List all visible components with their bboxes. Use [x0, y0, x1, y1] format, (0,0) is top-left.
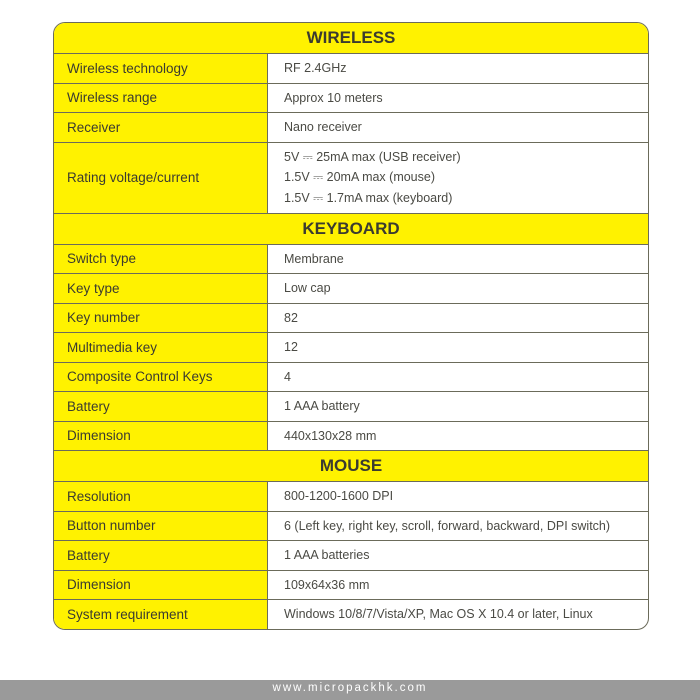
spec-row	[54, 571, 648, 601]
spec-label: Battery	[54, 541, 268, 570]
spec-row	[54, 482, 648, 512]
spec-row	[54, 541, 648, 571]
spec-label: Wireless technology	[54, 54, 268, 83]
spec-value	[268, 333, 648, 362]
spec-value	[268, 143, 648, 213]
spec-value-line: 82	[284, 310, 298, 325]
spec-row	[54, 392, 648, 422]
section-title-wireless: WIRELESS	[54, 23, 648, 54]
spec-value-line: Windows 10/8/7/Vista/XP, Mac OS X 10.4 or later, Linux	[284, 607, 593, 621]
spec-row	[54, 304, 648, 334]
spec-value-line: 4	[284, 369, 291, 384]
spec-label: Button number	[54, 512, 268, 541]
spec-value-line: 440x130x28 mm	[284, 428, 377, 443]
spec-row	[54, 600, 648, 629]
section-title-keyboard: KEYBOARD	[54, 214, 648, 245]
spec-value-line: Approx 10 meters	[284, 90, 383, 105]
spec-value	[268, 274, 648, 303]
spec-label: Wireless range	[54, 84, 268, 113]
spec-row	[54, 84, 648, 114]
spec-label: Key number	[54, 304, 268, 333]
spec-value	[268, 482, 648, 511]
spec-value	[268, 245, 648, 274]
spec-value-line: Low cap	[284, 281, 331, 295]
spec-value	[268, 84, 648, 113]
spec-value-line: 6 (Left key, right key, scroll, forward, backward, DPI switch)	[284, 518, 611, 533]
spec-value	[268, 54, 648, 83]
spec-row	[54, 143, 648, 214]
spec-label: Switch type	[54, 245, 268, 274]
footer-url: www.micropackhk.com	[0, 680, 700, 700]
spec-value-line: 12	[284, 340, 298, 354]
spec-value-line: Nano receiver	[284, 120, 362, 134]
spec-row	[54, 422, 648, 452]
spec-label: Dimension	[54, 571, 268, 600]
spec-value-line: 5V ⎓ 25mA max (USB receiver)	[284, 149, 461, 164]
spec-value	[268, 512, 648, 541]
spec-row	[54, 54, 648, 84]
spec-value-line: 109x64x36 mm	[284, 577, 370, 592]
spec-row	[54, 363, 648, 393]
spec-value	[268, 600, 648, 629]
spec-value	[268, 304, 648, 333]
spec-label: Multimedia key	[54, 333, 268, 362]
spec-value-line: 1 AAA battery	[284, 399, 360, 413]
spec-value	[268, 363, 648, 392]
spec-value-line: 1.5V ⎓ 1.7mA max (keyboard)	[284, 190, 453, 205]
spec-value	[268, 113, 648, 142]
section-title-mouse: MOUSE	[54, 451, 648, 482]
spec-row	[54, 512, 648, 542]
spec-label: Battery	[54, 392, 268, 421]
spec-label: Rating voltage/current	[54, 143, 268, 213]
spec-label: Dimension	[54, 422, 268, 451]
spec-label: System requirement	[54, 600, 268, 629]
spec-label: Receiver	[54, 113, 268, 142]
spec-value-line: RF 2.4GHz	[284, 61, 347, 75]
spec-value-line: 1.5V ⎓ 20mA max (mouse)	[284, 170, 436, 185]
spec-row	[54, 245, 648, 275]
spec-value	[268, 422, 648, 451]
spec-label: Resolution	[54, 482, 268, 511]
spec-row	[54, 333, 648, 363]
spec-row	[54, 274, 648, 304]
spec-row	[54, 113, 648, 143]
spec-value-line: 800-1200-1600 DPI	[284, 489, 394, 503]
spec-value-line: 1 AAA batteries	[284, 548, 370, 562]
spec-value	[268, 571, 648, 600]
spec-value	[268, 392, 648, 421]
spec-label: Key type	[54, 274, 268, 303]
spec-value-line: Membrane	[284, 251, 344, 266]
spec-label: Composite Control Keys	[54, 363, 268, 392]
spec-value	[268, 541, 648, 570]
spec-table	[53, 22, 649, 630]
